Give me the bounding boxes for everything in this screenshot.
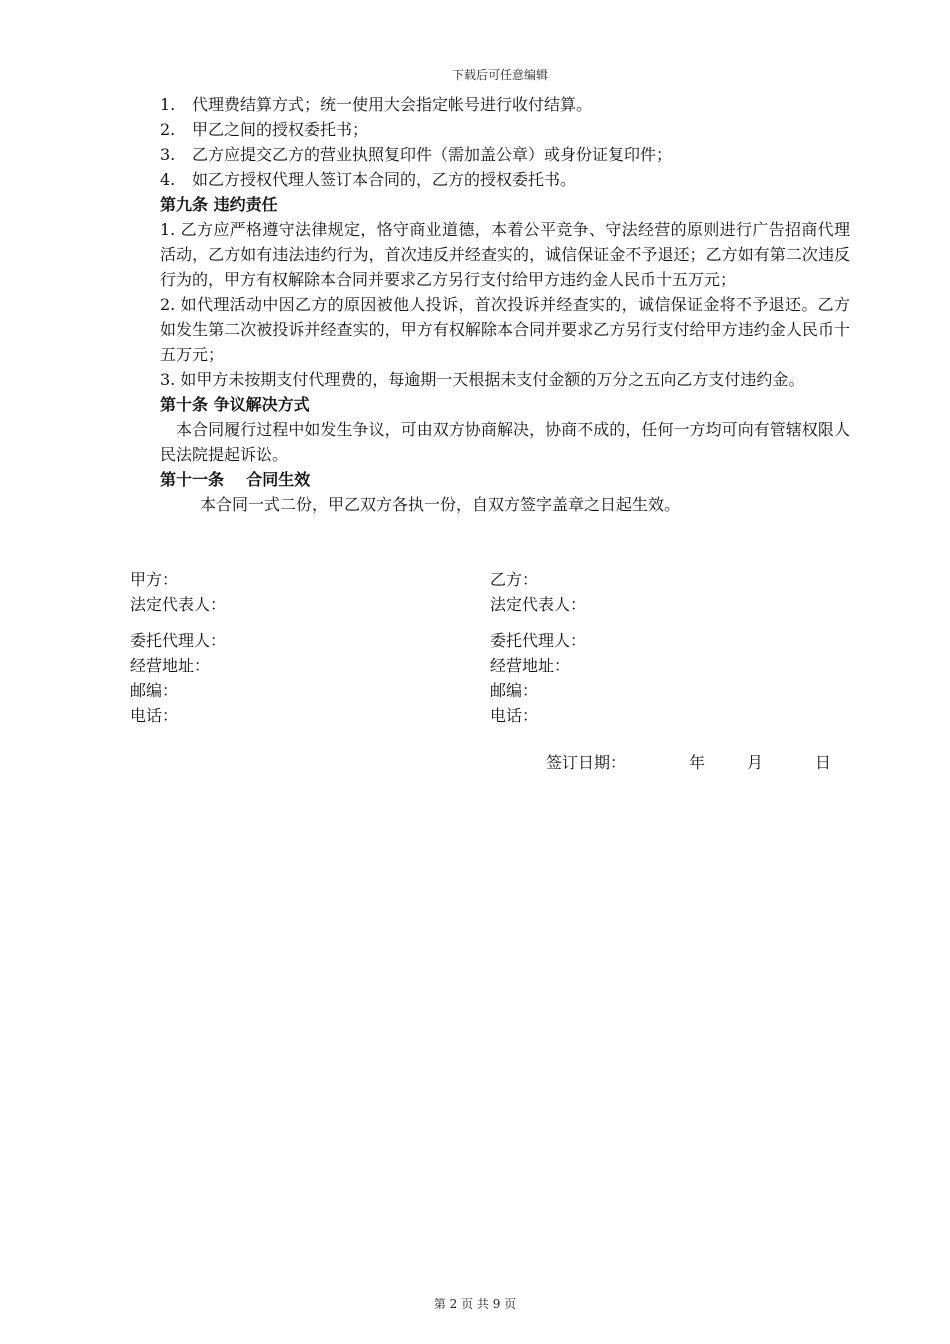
sign-date-day: 日 [815, 753, 832, 772]
party-a-phone-label: 电话： [130, 706, 179, 725]
list-item [160, 142, 850, 167]
party-a-address-label: 经营地址： [130, 656, 211, 675]
list-item-number: 1. [160, 95, 176, 114]
list-item [160, 92, 850, 117]
page-header: 下载后可任意编辑 [451, 68, 548, 82]
party-b-agent-label: 委托代理人： [490, 631, 587, 650]
article9-title: 第九条 违约责任 [160, 195, 278, 214]
party-a-label: 甲方： [130, 570, 179, 589]
party-a-representative-label: 法定代表人： [130, 595, 227, 614]
article9-item-3: 3. 如甲方未按期支付代理费的，每逾期一天根据未支付金额的万分之五向乙方支付违约金。 [160, 370, 805, 389]
article9-item-1: 1. 乙方应严格遵守法律规定，恪守商业道德，本着公平竞争、守法经营的原则进行广告招商代理活动，乙方如有违法违约行为，首次违反并经查实的，诚信保证金不予退还；乙方如有第二次违反行为的，甲方有权解除本合同并要求乙方另行支付给甲方违约金人民币十五万元； [160, 220, 850, 289]
signature-row-representative [130, 592, 850, 616]
list-item [160, 167, 850, 192]
party-b-representative-label: 法定代表人： [490, 595, 587, 614]
list-item-number: 3. [160, 145, 176, 164]
article10-title: 第十条 争议解决方式 [160, 395, 310, 414]
article11-text: 本合同一式二份，甲乙双方各执一份，自双方签字盖章之日起生效。 [200, 495, 681, 514]
list-item [160, 117, 850, 142]
party-a-agent-label: 委托代理人： [130, 631, 227, 650]
article9-item-2: 2. 如代理活动中因乙方的原因被他人投诉，首次投诉并经查实的，诚信保证金将不予退还。乙方如发生第二次被投诉并经查实的，甲方有权解除本合同并要求乙方另行支付给甲方违约金人民币十五万元； [160, 295, 850, 364]
list-item-number: 4. [160, 170, 176, 189]
list-item-text: 乙方应提交乙方的营业执照复印件（需加盖公章）或身份证复印件； [192, 145, 673, 164]
sign-date-year: 年 [689, 753, 706, 772]
signature-row-phone [130, 703, 850, 727]
party-a-zip-label: 邮编： [130, 681, 179, 700]
contract-body [160, 92, 850, 517]
sign-date [546, 750, 832, 845]
party-b-phone-label: 电话： [490, 706, 539, 725]
list-item-text: 甲乙之间的授权委托书； [192, 120, 369, 139]
party-b-address-label: 经营地址： [490, 656, 571, 675]
signature-row-address [130, 653, 850, 677]
page-footer: 第 2 页 共 9 页 [433, 1297, 517, 1311]
party-b-label: 乙方： [490, 570, 539, 589]
signature-row-party [130, 567, 850, 591]
sign-date-month: 月 [747, 753, 764, 772]
signature-row-agent [130, 628, 850, 652]
signature-row-zip [130, 678, 850, 702]
article11-title: 第十一条 合同生效 [160, 470, 311, 489]
list-item-text: 代理费结算方式；统一使用大会指定帐号进行收付结算。 [192, 95, 593, 114]
list-item-number: 2. [160, 120, 176, 139]
article10-text: 本合同履行过程中如发生争议，可由双方协商解决，协商不成的，任何一方均可向有管辖权限人民法院提起诉讼。 [160, 420, 850, 464]
list-item-text: 如乙方授权代理人签订本合同的，乙方的授权委托书。 [192, 170, 577, 189]
party-b-zip-label: 邮编： [490, 681, 539, 700]
sign-date-label: 签订日期： [546, 753, 627, 772]
